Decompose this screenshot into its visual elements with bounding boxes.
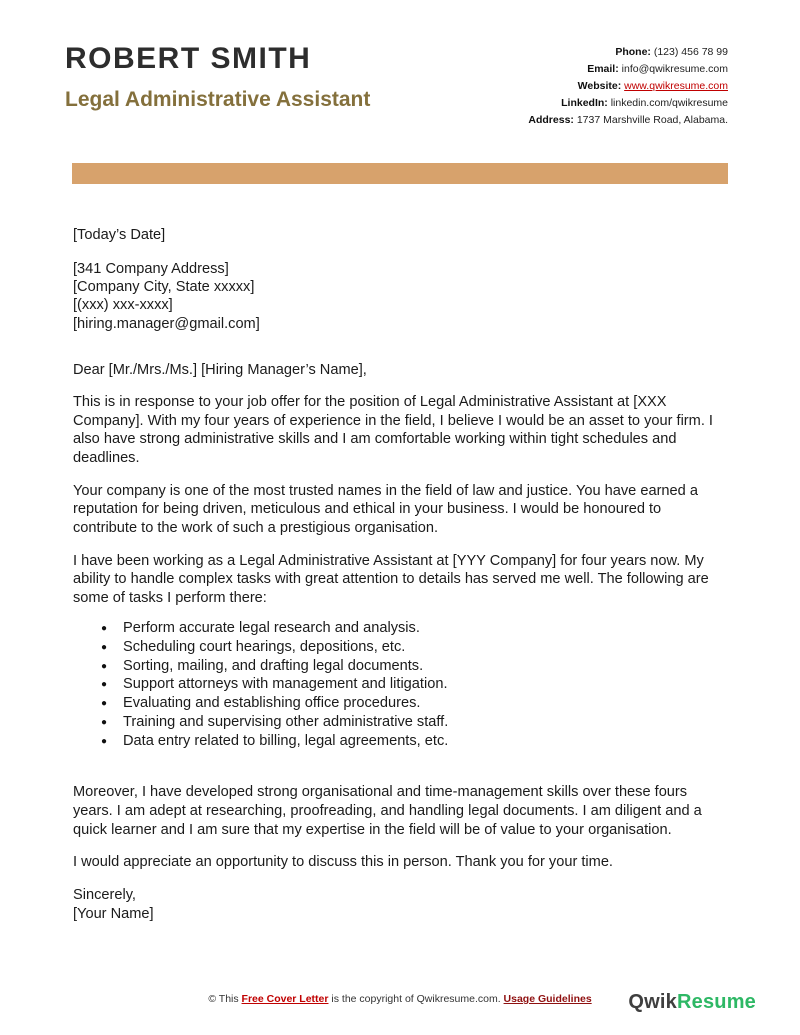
usage-guidelines-link[interactable]: Usage Guidelines — [503, 993, 592, 1005]
contact-value: linkedin.com/qwikresume — [610, 97, 728, 109]
bullet-icon: ● — [101, 698, 108, 710]
qwikresume-logo — [628, 991, 756, 1014]
website-link[interactable]: www.qwikresume.com — [624, 80, 728, 92]
bullet-icon: ● — [101, 679, 108, 691]
list-item — [101, 657, 728, 676]
person-title: Legal Administrative Assistant — [65, 88, 371, 111]
list-item — [101, 675, 728, 694]
list-item-text: Data entry related to billing, legal agreements, etc. — [123, 733, 449, 750]
logo-text-qwik: Qwik — [628, 991, 677, 1013]
contact-label: Address: — [528, 114, 574, 126]
list-item — [101, 713, 728, 732]
list-item-text: Training and supervising other administrative staff. — [123, 714, 449, 731]
list-item-text: Scheduling court hearings, depositions, etc. — [123, 638, 406, 655]
list-item — [101, 619, 728, 638]
bullet-icon: ● — [101, 660, 108, 672]
contact-website — [528, 78, 728, 95]
recipient-line: [Company City, State xxxxx] — [73, 279, 255, 296]
date-line: [Today’s Date] — [73, 227, 166, 243]
signature: [Your Name] — [73, 906, 154, 922]
task-list — [101, 619, 728, 752]
list-item-text: Sorting, mailing, and drafting legal documents. — [123, 657, 424, 674]
logo-text-resume: Resume — [676, 991, 756, 1013]
paragraph: Your company is one of the most trusted names in the field of law and justice. You have earned a reputation for being driven, meticulous and ethical in your business. I would be honoured to contribute to the work of such a prestigious organisation. — [73, 482, 698, 536]
copyright-prefix: © This — [208, 993, 242, 1005]
identity-block — [65, 42, 370, 112]
contact-label: Email: — [587, 63, 619, 75]
paragraph: Moreover, I have developed strong organisational and time-management skills over these fours years. I am adept at researching, proofreading, and handling legal documents. I am diligent and a quick learner and I am sure that my expertise in the field will be of value to your organisation. — [73, 784, 702, 838]
contact-value: 1737 Marshville Road, Alabama. — [576, 114, 728, 126]
bullet-icon: ● — [101, 736, 108, 748]
list-item — [101, 694, 728, 713]
contact-label: Website: — [577, 80, 622, 92]
accent-bar — [72, 163, 728, 184]
list-item-text: Perform accurate legal research and analysis. — [123, 619, 420, 636]
paragraph: This is in response to your job offer for the position of Legal Administrative Assistant at [XXX Company]. With my four years of experience in the field, I believe I would be an asset to your firm. I also have strong administrative skills and I am comfortable working within tight schedules and deadlines. — [73, 393, 713, 466]
contact-email — [528, 61, 728, 78]
header — [0, 0, 800, 129]
salutation: Dear [Mr./Mrs./Ms.] [Hiring Manager’s Name], — [73, 362, 367, 379]
contact-address — [528, 112, 728, 129]
recipient-line: [(xxx) xxx-xxxx] — [73, 297, 173, 314]
person-name: ROBERT SMITH — [65, 42, 312, 75]
recipient-line: [341 Company Address] — [73, 260, 229, 277]
bullet-icon: ● — [101, 641, 108, 653]
recipient-line: [hiring.manager@gmail.com] — [73, 315, 260, 332]
bullet-icon: ● — [101, 717, 108, 729]
recipient-address — [73, 260, 728, 334]
list-item — [101, 732, 728, 751]
bullet-icon: ● — [101, 622, 108, 634]
contact-phone — [528, 44, 728, 61]
contact-linkedin — [528, 95, 728, 112]
contact-value: (123) 456 78 99 — [653, 46, 728, 58]
list-item-text: Evaluating and establishing office procedures. — [123, 695, 421, 712]
contact-info — [528, 42, 728, 129]
contact-label: LinkedIn: — [561, 97, 608, 109]
list-item — [101, 638, 728, 657]
letter-body — [0, 184, 800, 924]
contact-label: Phone: — [615, 46, 651, 58]
list-item-text: Support attorneys with management and litigation. — [123, 676, 448, 693]
contact-value: info@qwikresume.com — [621, 63, 728, 75]
signoff-block — [73, 886, 728, 924]
paragraph: I would appreciate an opportunity to discuss this in person. Thank you for your time. — [73, 854, 613, 871]
free-cover-letter-link[interactable]: Free Cover Letter — [241, 993, 329, 1005]
copyright-middle: is the copyright of Qwikresume.com. — [328, 993, 504, 1005]
signoff: Sincerely, — [73, 887, 136, 904]
paragraph: I have been working as a Legal Administrative Assistant at [YYY Company] for four years now. My ability to handle complex tasks with great attention to details has served me well. The following are some of tasks I perform there: — [73, 552, 709, 606]
